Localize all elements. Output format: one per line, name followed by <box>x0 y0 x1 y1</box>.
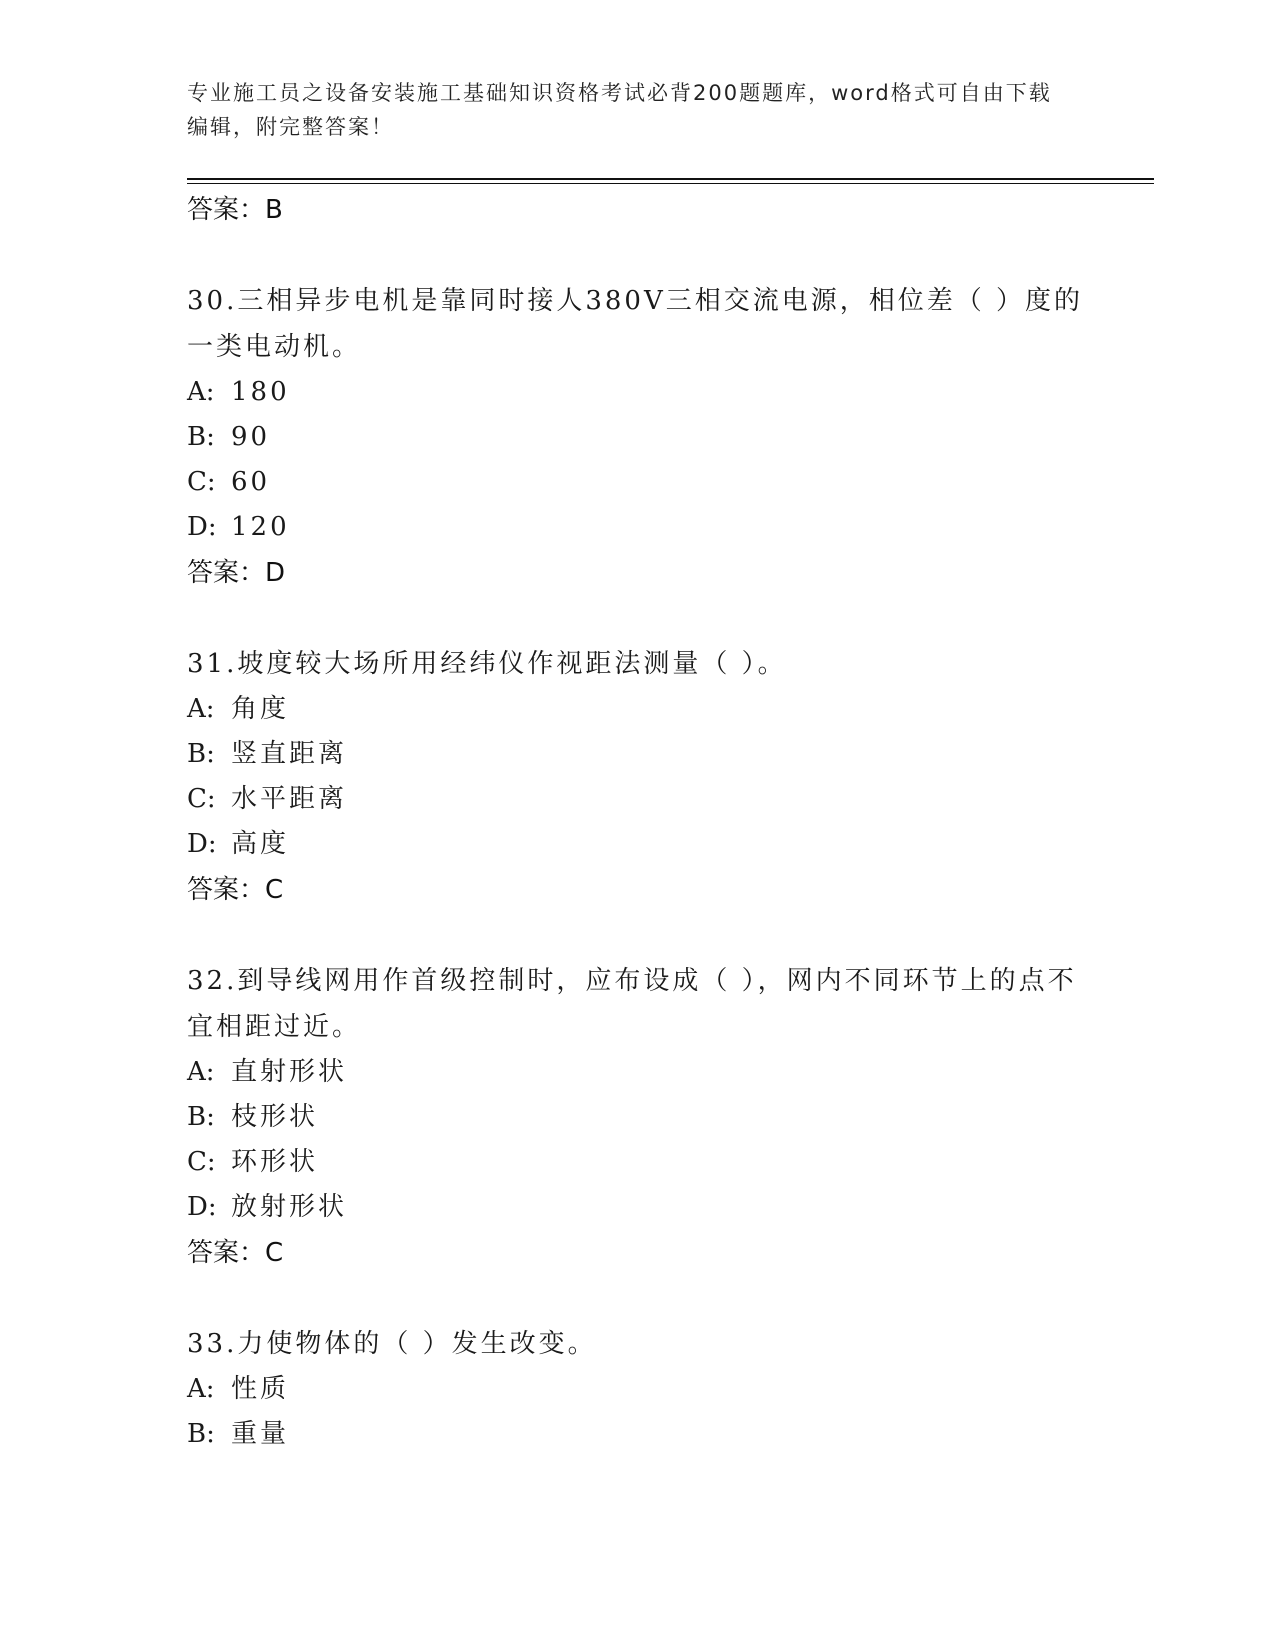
option-b <box>187 1095 1087 1140</box>
option-letter: B: <box>187 739 215 769</box>
option-text: 60 <box>231 467 271 497</box>
option-d <box>187 1185 1087 1230</box>
option-a <box>187 370 1087 415</box>
option-letter: C: <box>187 784 216 814</box>
option-letter: D: <box>187 829 217 859</box>
option-letter: B: <box>187 422 215 452</box>
question-list <box>187 187 1087 1457</box>
option-letter: D: <box>187 512 217 542</box>
option-d <box>187 822 1087 867</box>
option-b <box>187 1412 1087 1457</box>
option-b <box>187 732 1087 777</box>
option-text: 角度 <box>231 694 290 724</box>
question-stem: 32.到导线网用作首级控制时，应布设成（ ），网内不同环节上的点不宜相距过近。 <box>187 966 1077 1042</box>
answer-line: 答案：B <box>187 195 283 225</box>
option-c <box>187 460 1087 505</box>
option-letter: C: <box>187 467 216 497</box>
answer-line: 答案：C <box>187 875 284 905</box>
option-letter: A: <box>187 694 215 724</box>
option-text: 性质 <box>231 1374 290 1404</box>
option-letter: B: <box>187 1419 215 1449</box>
option-letter: C: <box>187 1147 216 1177</box>
option-c <box>187 1140 1087 1185</box>
option-text: 120 <box>231 512 290 542</box>
option-text: 水平距离 <box>231 784 348 814</box>
option-text: 180 <box>231 377 290 407</box>
option-d <box>187 505 1087 550</box>
option-c <box>187 777 1087 822</box>
answer-line: 答案：D <box>187 558 286 588</box>
document-header: 专业施工员之设备安装施工基础知识资格考试必背200题题库，word格式可自由下载编辑，附完整答案！ <box>187 81 1052 139</box>
option-letter: A: <box>187 377 215 407</box>
option-letter: D: <box>187 1192 217 1222</box>
option-letter: A: <box>187 1057 215 1087</box>
question-31 <box>187 641 1087 913</box>
question-stem: 31.坡度较大场所用经纬仪作视距法测量（ ）。 <box>187 649 787 679</box>
question-stem: 33.力使物体的（ ）发生改变。 <box>187 1329 597 1359</box>
question-30 <box>187 278 1087 596</box>
header-rule-thin <box>187 183 1154 184</box>
option-text: 环形状 <box>231 1147 319 1177</box>
option-letter: B: <box>187 1102 215 1132</box>
option-a <box>187 1367 1087 1412</box>
option-a <box>187 1050 1087 1095</box>
question-33 <box>187 1321 1087 1457</box>
option-text: 放射形状 <box>231 1192 348 1222</box>
option-letter: A: <box>187 1374 215 1404</box>
question-stem: 30.三相异步电机是靠同时接人380V三相交流电源，相位差（ ）度的一类电动机。 <box>187 286 1084 362</box>
question-32 <box>187 958 1087 1276</box>
option-text: 竖直距离 <box>231 739 348 769</box>
option-text: 90 <box>231 422 271 452</box>
answer-line: 答案：C <box>187 1238 284 1268</box>
option-text: 枝形状 <box>231 1102 319 1132</box>
option-text: 高度 <box>231 829 290 859</box>
option-a <box>187 687 1087 732</box>
option-text: 直射形状 <box>231 1057 348 1087</box>
header-rule-thick <box>187 178 1154 180</box>
option-text: 重量 <box>231 1419 290 1449</box>
option-b <box>187 415 1087 460</box>
